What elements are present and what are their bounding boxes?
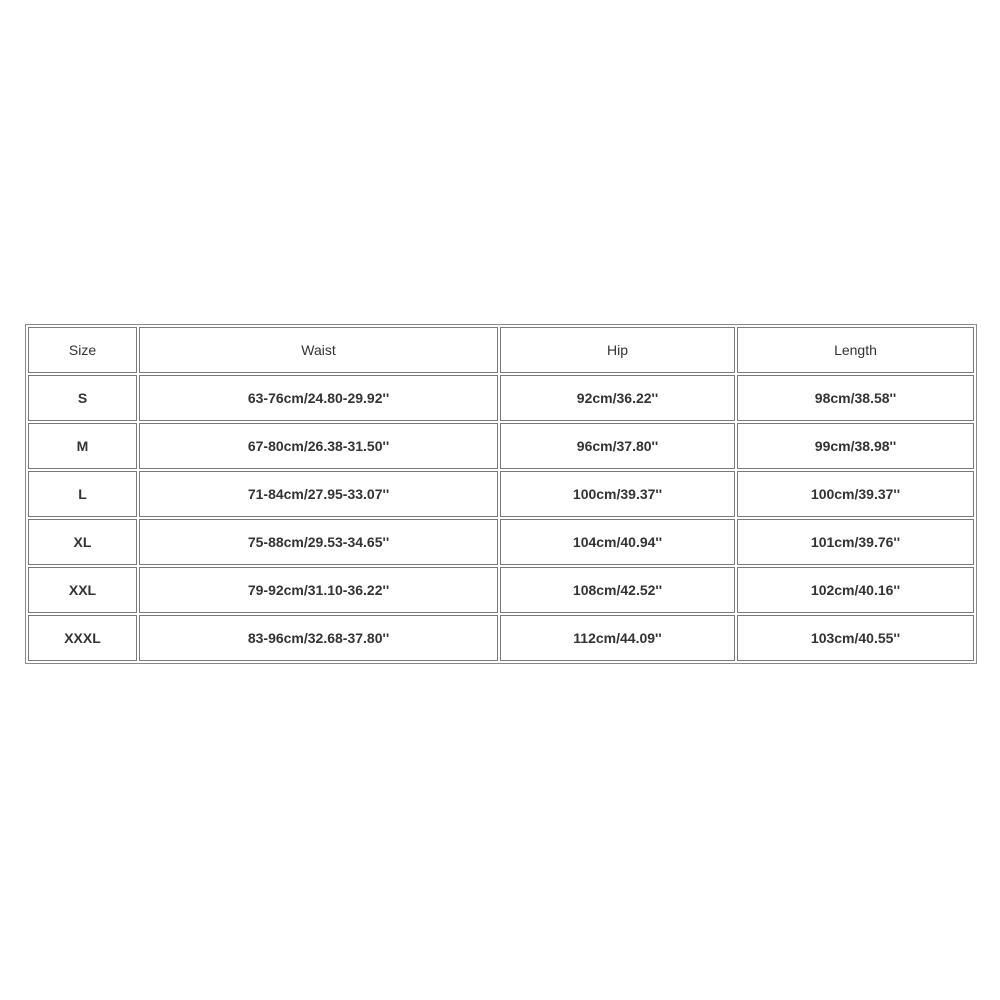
table-row bbox=[28, 567, 974, 613]
size-chart-table bbox=[25, 324, 977, 664]
header-hip: Hip bbox=[500, 327, 735, 373]
cell-length: 101cm/39.76'' bbox=[737, 519, 974, 565]
cell-length: 103cm/40.55'' bbox=[737, 615, 974, 661]
header-row bbox=[28, 327, 974, 373]
table-row bbox=[28, 423, 974, 469]
header-waist: Waist bbox=[139, 327, 498, 373]
cell-hip: 92cm/36.22'' bbox=[500, 375, 735, 421]
cell-hip: 96cm/37.80'' bbox=[500, 423, 735, 469]
cell-size: L bbox=[28, 471, 137, 517]
header-length: Length bbox=[737, 327, 974, 373]
cell-hip: 112cm/44.09'' bbox=[500, 615, 735, 661]
cell-size: XXL bbox=[28, 567, 137, 613]
table-row bbox=[28, 375, 974, 421]
table-row bbox=[28, 519, 974, 565]
cell-size: XXXL bbox=[28, 615, 137, 661]
cell-hip: 100cm/39.37'' bbox=[500, 471, 735, 517]
cell-waist: 79-92cm/31.10-36.22'' bbox=[139, 567, 498, 613]
table-row bbox=[28, 615, 974, 661]
cell-length: 99cm/38.98'' bbox=[737, 423, 974, 469]
cell-length: 102cm/40.16'' bbox=[737, 567, 974, 613]
cell-hip: 104cm/40.94'' bbox=[500, 519, 735, 565]
table-row bbox=[28, 471, 974, 517]
cell-length: 100cm/39.37'' bbox=[737, 471, 974, 517]
cell-waist: 67-80cm/26.38-31.50'' bbox=[139, 423, 498, 469]
cell-size: M bbox=[28, 423, 137, 469]
cell-size: S bbox=[28, 375, 137, 421]
cell-waist: 71-84cm/27.95-33.07'' bbox=[139, 471, 498, 517]
cell-size: XL bbox=[28, 519, 137, 565]
cell-waist: 63-76cm/24.80-29.92'' bbox=[139, 375, 498, 421]
cell-hip: 108cm/42.52'' bbox=[500, 567, 735, 613]
header-size: Size bbox=[28, 327, 137, 373]
cell-waist: 83-96cm/32.68-37.80'' bbox=[139, 615, 498, 661]
cell-waist: 75-88cm/29.53-34.65'' bbox=[139, 519, 498, 565]
cell-length: 98cm/38.58'' bbox=[737, 375, 974, 421]
